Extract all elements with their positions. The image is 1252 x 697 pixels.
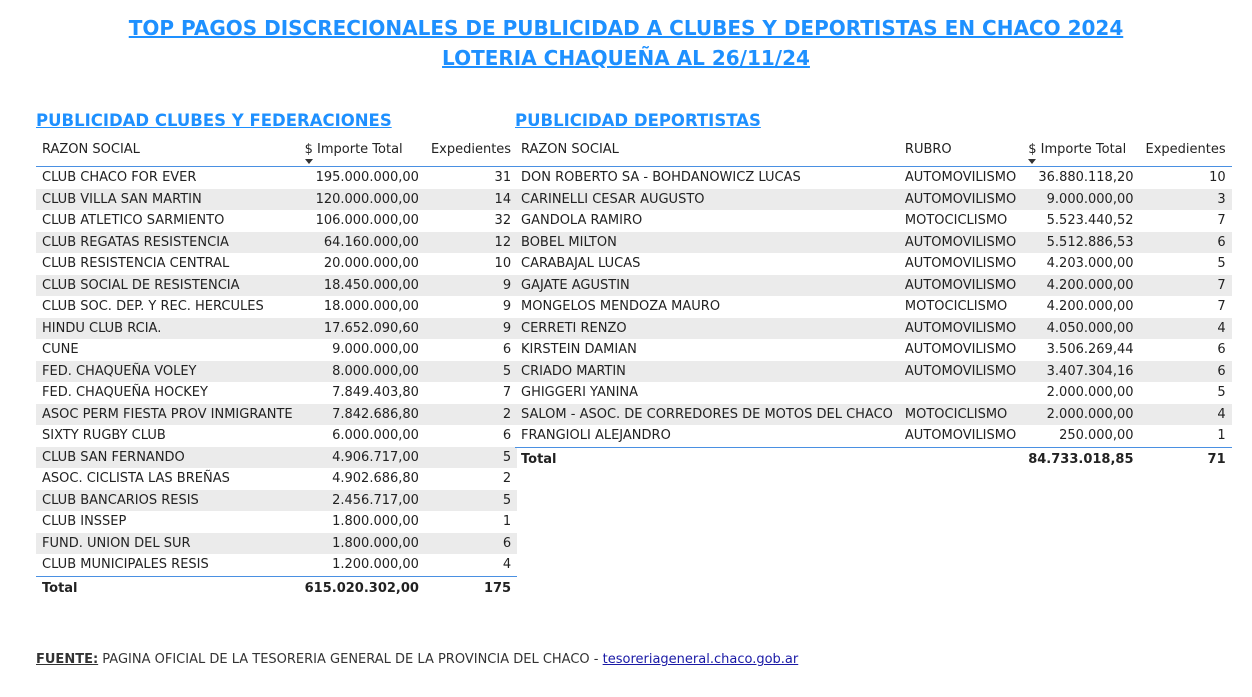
- cell-expedientes: 9: [425, 318, 517, 340]
- cell-importe-total: 3.407.304,16: [1022, 361, 1139, 383]
- table-row: [36, 382, 517, 404]
- cell-expedientes: 1: [502, 514, 512, 530]
- cell-expedientes: 31: [494, 170, 512, 186]
- cell-razon-social: ASOC PERM FIESTA PROV INMIGRANTE: [36, 404, 299, 426]
- column-header-razon-social[interactable]: RAZON SOCIAL: [36, 132, 299, 167]
- cell-razon-social: CLUB VILLA SAN MARTIN: [36, 189, 299, 211]
- cell-razon-social: BOBEL MILTON: [515, 232, 899, 254]
- table-row: [36, 533, 517, 555]
- table-row: [36, 296, 517, 318]
- column-header-rubro[interactable]: RUBRO: [899, 132, 1022, 167]
- cell-importe-total: 4.200.000,00: [1022, 275, 1139, 297]
- cell-expedientes: 6: [502, 342, 512, 358]
- table-row: [515, 425, 1232, 447]
- cell-razon-social: GANDOLA RAMIRO: [521, 213, 643, 229]
- cell-razon-social: CLUB MUNICIPALES RESIS: [42, 557, 209, 573]
- table-row: [515, 318, 1232, 340]
- cell-razon-social: CLUB SOC. DEP. Y REC. HERCULES: [42, 299, 264, 315]
- cell-importe-total: 2.456.717,00: [299, 490, 425, 512]
- cell-importe-total: 20.000.000,00: [323, 256, 419, 272]
- cell-razon-social: CLUB INSSEP: [42, 514, 127, 530]
- cell-rubro: AUTOMOVILISMO: [904, 342, 1017, 358]
- table-row: [36, 361, 517, 383]
- total-importe: 84.733.018,85: [1022, 447, 1139, 472]
- cell-expedientes: 10: [494, 256, 512, 272]
- cell-rubro: MOTOCICLISMO: [904, 299, 1008, 315]
- cell-expedientes: 6: [1217, 342, 1226, 358]
- cell-expedientes: 5: [1217, 256, 1226, 272]
- cell-razon-social: CLUB BANCARIOS RESIS: [36, 490, 299, 512]
- table-row: [36, 511, 517, 533]
- cell-importe-total: 4.906.717,00: [299, 447, 425, 469]
- cell-rubro: AUTOMOVILISMO: [899, 361, 1022, 383]
- table-header-row: [36, 132, 517, 167]
- cell-expedientes: 4: [1140, 318, 1232, 340]
- cell-importe-total: 9.000.000,00: [1022, 189, 1139, 211]
- cell-razon-social: MONGELOS MENDOZA MAURO: [521, 299, 721, 315]
- cell-expedientes: 7: [502, 385, 512, 401]
- table-row: [515, 382, 1232, 404]
- deportistas-table-body: [515, 167, 1232, 448]
- column-header-label: $ Importe Total: [304, 141, 403, 157]
- cell-rubro: MOTOCICLISMO: [899, 404, 1022, 426]
- cell-rubro: AUTOMOVILISMO: [904, 256, 1017, 272]
- sort-descending-icon: [1028, 159, 1036, 164]
- table-header-row: [515, 132, 1232, 167]
- cell-expedientes: 5: [1217, 385, 1226, 401]
- cell-expedientes: 6: [502, 428, 512, 444]
- cell-importe-total: 18.450.000,00: [299, 275, 425, 297]
- cell-expedientes: 7: [1217, 213, 1226, 229]
- cell-razon-social: DON ROBERTO SA - BOHDANOWICZ LUCAS: [521, 170, 801, 186]
- cell-expedientes: 9: [425, 275, 517, 297]
- table-row: [36, 490, 517, 512]
- cell-rubro: AUTOMOVILISMO: [899, 275, 1022, 297]
- cell-expedientes: 3: [1140, 189, 1232, 211]
- cell-razon-social: GHIGGERI YANINA: [521, 385, 639, 401]
- cell-expedientes: 10: [1209, 170, 1226, 186]
- cell-expedientes: 6: [1140, 361, 1232, 383]
- source-footer: [36, 652, 798, 667]
- cell-razon-social: GAJATE AGUSTIN: [515, 275, 899, 297]
- cell-expedientes: 2: [502, 471, 512, 487]
- cell-razon-social: CLUB REGATAS RESISTENCIA: [36, 232, 299, 254]
- cell-importe-total: 5.512.886,53: [1022, 232, 1139, 254]
- cell-importe-total: 64.160.000,00: [299, 232, 425, 254]
- deportistas-table: [515, 132, 1232, 472]
- clubes-table: [36, 132, 517, 601]
- table-row: [36, 232, 517, 254]
- table-total-row: [515, 447, 1232, 472]
- column-header-razon-social[interactable]: RAZON SOCIAL: [515, 132, 899, 167]
- cell-importe-total: 250.000,00: [1059, 428, 1134, 444]
- cell-importe-total: 2.000.000,00: [1022, 404, 1139, 426]
- total-label: Total: [515, 447, 899, 472]
- cell-razon-social: CARINELLI CESAR AUGUSTO: [515, 189, 899, 211]
- cell-expedientes: 7: [1217, 299, 1226, 315]
- cell-razon-social: SALOM - ASOC. DE CORREDORES DE MOTOS DEL CHACO: [515, 404, 899, 426]
- total-expedientes: 71: [1140, 447, 1232, 472]
- cell-importe-total: 195.000.000,00: [315, 170, 419, 186]
- cell-razon-social: SIXTY RUGBY CLUB: [42, 428, 166, 444]
- cell-expedientes: 32: [494, 213, 512, 229]
- cell-rubro: MOTOCICLISMO: [904, 213, 1008, 229]
- page-title-line-2: LOTERIA CHAQUEÑA AL 26/11/24: [442, 46, 810, 70]
- table-row: [36, 447, 517, 469]
- table-row: [36, 253, 517, 275]
- cell-expedientes: 1: [1217, 428, 1226, 444]
- footer-source-text: PAGINA OFICIAL DE LA TESORERIA GENERAL DE LA PROVINCIA DEL CHACO -: [98, 652, 603, 667]
- cell-razon-social: CLUB ATLETICO SARMIENTO: [42, 213, 225, 229]
- cell-importe-total: 2.000.000,00: [1046, 385, 1134, 401]
- cell-razon-social: FRANGIOLI ALEJANDRO: [521, 428, 671, 444]
- cell-expedientes: 4: [1140, 404, 1232, 426]
- cell-expedientes: 6: [425, 533, 517, 555]
- total-expedientes: 175: [425, 576, 517, 601]
- table-total-row: [36, 576, 517, 601]
- cell-rubro: [899, 382, 1022, 404]
- table-row: [36, 425, 517, 447]
- cell-rubro: AUTOMOVILISMO: [899, 189, 1022, 211]
- cell-expedientes: 12: [425, 232, 517, 254]
- total-rubro-empty: [899, 447, 1022, 472]
- section-title-deportistas: PUBLICIDAD DEPORTISTAS: [515, 111, 761, 130]
- cell-importe-total: 4.203.000,00: [1046, 256, 1134, 272]
- footer-source-label: FUENTE:: [36, 652, 99, 667]
- column-header-importe-total[interactable]: [1022, 132, 1139, 167]
- table-row: [515, 296, 1232, 318]
- column-header-importe-total[interactable]: [299, 132, 425, 167]
- cell-razon-social: CERRETI RENZO: [515, 318, 899, 340]
- cell-importe-total: 1.200.000,00: [332, 557, 419, 573]
- cell-importe-total: 18.000.000,00: [323, 299, 419, 315]
- footer-source-link[interactable]: tesoreriageneral.chaco.gob.ar: [602, 652, 799, 667]
- table-row: [36, 210, 517, 232]
- cell-razon-social: CARABAJAL LUCAS: [521, 256, 641, 272]
- cell-importe-total: 17.652.090,60: [299, 318, 425, 340]
- table-row: [36, 339, 517, 361]
- table-row: [36, 468, 517, 490]
- cell-expedientes: 14: [425, 189, 517, 211]
- table-row: [36, 554, 517, 576]
- cell-expedientes: 2: [425, 404, 517, 426]
- cell-importe-total: 120.000.000,00: [299, 189, 425, 211]
- cell-rubro: AUTOMOVILISMO: [904, 170, 1017, 186]
- sort-descending-icon: [305, 159, 313, 164]
- column-header-expedientes[interactable]: Expedientes: [425, 132, 517, 167]
- cell-importe-total: 4.200.000,00: [1046, 299, 1134, 315]
- table-row: [515, 189, 1232, 211]
- table-row: [36, 318, 517, 340]
- table-row: [515, 361, 1232, 383]
- table-row: [515, 232, 1232, 254]
- cell-importe-total: 4.902.686,80: [332, 471, 419, 487]
- table-row: [36, 275, 517, 297]
- cell-razon-social: KIRSTEIN DAMIAN: [521, 342, 637, 358]
- cell-importe-total: 1.800.000,00: [332, 514, 419, 530]
- cell-razon-social: FUND. UNION DEL SUR: [36, 533, 299, 555]
- table-row: [36, 167, 517, 189]
- cell-razon-social: CLUB SOCIAL DE RESISTENCIA: [36, 275, 299, 297]
- cell-expedientes: 9: [502, 299, 512, 315]
- column-header-label: $ Importe Total: [1028, 141, 1127, 157]
- cell-importe-total: 5.523.440,52: [1046, 213, 1134, 229]
- cell-importe-total: 106.000.000,00: [315, 213, 419, 229]
- table-row: [36, 404, 517, 426]
- cell-importe-total: 6.000.000,00: [332, 428, 419, 444]
- cell-expedientes: 5: [425, 490, 517, 512]
- cell-razon-social: CUNE: [42, 342, 79, 358]
- table-row: [36, 189, 517, 211]
- page-title-line-1: TOP PAGOS DISCRECIONALES DE PUBLICIDAD A CLUBES Y DEPORTISTAS EN CHACO 2024: [128, 16, 1124, 40]
- cell-importe-total: 3.506.269,44: [1046, 342, 1134, 358]
- cell-expedientes: 7: [1140, 275, 1232, 297]
- table-row: [515, 339, 1232, 361]
- cell-razon-social: HINDU CLUB RCIA.: [36, 318, 299, 340]
- cell-razon-social: CRIADO MARTIN: [515, 361, 899, 383]
- cell-razon-social: CLUB RESISTENCIA CENTRAL: [42, 256, 230, 272]
- total-importe: 615.020.302,00: [299, 576, 425, 601]
- cell-expedientes: 4: [502, 557, 512, 573]
- cell-rubro: AUTOMOVILISMO: [904, 428, 1017, 444]
- column-header-expedientes[interactable]: Expedientes: [1140, 132, 1232, 167]
- cell-importe-total: 7.849.403,80: [332, 385, 419, 401]
- total-label: Total: [36, 576, 299, 601]
- table-row: [515, 404, 1232, 426]
- cell-importe-total: 7.842.686,80: [299, 404, 425, 426]
- table-row: [515, 253, 1232, 275]
- cell-importe-total: 36.880.118,20: [1038, 170, 1134, 186]
- cell-razon-social: FED. CHAQUEÑA HOCKEY: [42, 385, 208, 401]
- cell-expedientes: 5: [425, 361, 517, 383]
- cell-razon-social: FED. CHAQUEÑA VOLEY: [36, 361, 299, 383]
- clubes-table-body: [36, 167, 517, 577]
- table-row: [515, 167, 1232, 189]
- cell-rubro: AUTOMOVILISMO: [899, 232, 1022, 254]
- cell-importe-total: 9.000.000,00: [332, 342, 419, 358]
- cell-expedientes: 6: [1140, 232, 1232, 254]
- cell-razon-social: CLUB SAN FERNANDO: [36, 447, 299, 469]
- section-title-clubes: PUBLICIDAD CLUBES Y FEDERACIONES: [36, 111, 392, 130]
- cell-expedientes: 5: [425, 447, 517, 469]
- cell-razon-social: CLUB CHACO FOR EVER: [42, 170, 197, 186]
- cell-importe-total: 8.000.000,00: [299, 361, 425, 383]
- table-row: [515, 275, 1232, 297]
- table-row: [515, 210, 1232, 232]
- cell-importe-total: 4.050.000,00: [1022, 318, 1139, 340]
- cell-rubro: AUTOMOVILISMO: [899, 318, 1022, 340]
- cell-importe-total: 1.800.000,00: [299, 533, 425, 555]
- cell-razon-social: ASOC. CICLISTA LAS BREÑAS: [42, 471, 230, 487]
